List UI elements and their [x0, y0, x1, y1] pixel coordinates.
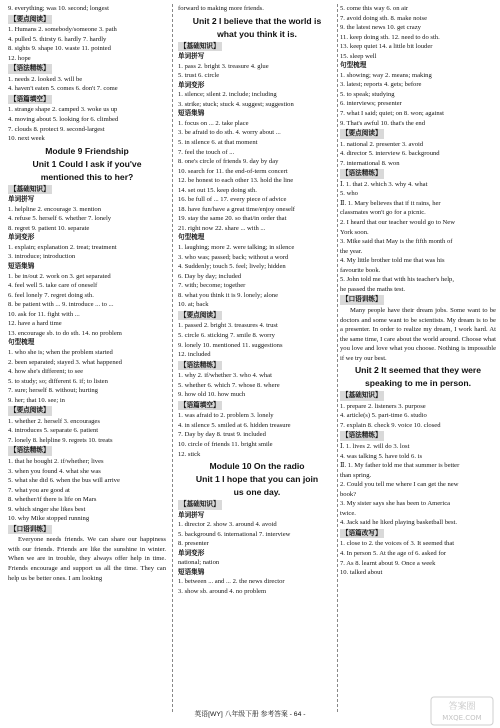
unit-title: Module 10 On the radio — [209, 461, 305, 472]
subsection-heading: 单词变形 — [178, 549, 205, 557]
answer-line: 4. director 5. interview 6. background — [340, 150, 440, 158]
answer-line: 9. That's awful 10. that's the end — [340, 119, 426, 127]
answer-line: 8. sights 9. shape 10. waste 11. pointed — [8, 45, 111, 53]
answer-line: 3. My sister says she has been to America — [340, 500, 451, 508]
answer-line: 16. be full of ... 17. every piece of advice — [178, 196, 287, 204]
section-row — [340, 128, 496, 140]
section-row — [340, 390, 496, 402]
answer-line: Ⅰ. 1. that 2. which 3. why 4. what — [340, 180, 428, 188]
column-right — [340, 4, 496, 578]
section-row — [340, 168, 496, 180]
section-row — [8, 63, 166, 75]
answer-line: 7. what I said; quiet; on 8. won; against — [340, 110, 445, 118]
answer-line: 4. pulled 5. thirsty 6. hardly 7. hardly — [8, 35, 107, 43]
section-row — [178, 499, 336, 511]
answer-line: 7. As 8. learnt about 9. Once a week — [340, 559, 436, 567]
section-row — [8, 445, 166, 457]
answer-line: 8. be patient with ... 9. introduce ... to ... — [8, 301, 114, 309]
subsection-heading: 短语集锦 — [178, 110, 205, 118]
answer-line: 21. right now 22. share ... with ... — [178, 224, 266, 232]
section-row — [178, 360, 336, 372]
answer-line: 7. international 8. won — [340, 159, 400, 167]
section-label: 【要点阅读】 — [342, 130, 382, 138]
subsection-heading: 单词拼写 — [8, 196, 35, 204]
answer-line: forward to making more friends. — [178, 5, 264, 12]
answer-line: 4. how she's different; to see — [8, 368, 84, 376]
column-left — [8, 4, 166, 583]
answer-line: 7. clouds 8. protect 9. second-largest — [8, 125, 105, 133]
answer-line: 6. interviews; presenter — [340, 100, 402, 108]
answer-line: classmates won't go for a picnic. — [340, 209, 426, 217]
answer-line: 6. Day by day; included — [178, 272, 242, 280]
subsection-heading: 句型梳理 — [178, 234, 205, 242]
answer-line: 10. talked about — [340, 569, 383, 577]
answer-line: 1. showing; way 2. means; making — [340, 71, 432, 79]
answer-line: 3. show sb. around 4. no problem — [178, 587, 267, 595]
answer-line: 1. helpline 2. encourage 3. mention — [8, 205, 102, 213]
unit-title: mentioned this to her? — [40, 171, 134, 182]
answer-line: 10. next week — [8, 135, 45, 143]
answer-line: 1. director 2. show 3. around 4. avoid — [178, 521, 277, 529]
answer-line: 1. national 2. presenter 3. avoid — [340, 140, 424, 148]
watermark-logo — [430, 696, 494, 726]
answer-line: Ⅱ. 1. My father told me that summer is better — [340, 462, 460, 470]
subsection-heading: 句型梳理 — [8, 339, 35, 347]
answer-line: 4. article(s) 5. part-time 6. studio — [340, 412, 427, 420]
answer-line: 1. laughing; more 2. were talking; in silence — [178, 244, 295, 252]
subsection-heading: 单词变形 — [8, 234, 35, 242]
subsection-heading: 短语集锦 — [8, 263, 35, 271]
answer-line: 7. sure; herself 8. without; hurting — [8, 387, 98, 395]
answer-line: 1. who she is; when the problem started — [8, 348, 113, 356]
column-divider — [172, 4, 173, 712]
answer-line: 1. whether 2. herself 3. encourages — [8, 417, 100, 425]
answer-line: 4. haven't eaten 5. comes 6. don't 7. come — [8, 85, 118, 93]
answer-line: 2. I heard that our teacher would go to New — [340, 219, 455, 227]
answer-line: 1. strange shape 2. camped 3. woke us up — [8, 106, 118, 114]
section-row — [8, 14, 166, 26]
section-label: 【语篇改写】 — [342, 529, 382, 537]
section-label: 【要点阅读】 — [180, 311, 220, 319]
answer-line: 4. was talking 5. have told 6. is — [340, 452, 423, 460]
answer-line: 3. who was; passed; back; without a word — [178, 253, 289, 261]
answer-line: 3. Mike said that May is the fifth month of — [340, 238, 453, 246]
answer-line: 1. silence; silent 2. include; including — [178, 91, 277, 99]
section-row — [178, 400, 336, 412]
answer-line: 7. Day by day 8. trust 9. included — [178, 431, 266, 439]
unit-title: speaking to me in person. — [364, 378, 471, 389]
answer-line: 1. close to 2. the voices of 3. It seemed that — [340, 540, 455, 548]
svg-text:答案圈: 答案圈 — [448, 702, 476, 712]
unit-title: Module 9 Friendship — [45, 145, 129, 156]
answer-line: 8. one's circle of friends 9. day by day — [178, 158, 279, 166]
answer-line: the year. — [340, 247, 363, 255]
section-label: 【语篇填空】 — [180, 401, 220, 409]
answer-line: 5. trust 6. circle — [178, 72, 220, 80]
answer-line: 8. presenter — [178, 540, 209, 548]
unit-title: Unit 2 It seemed that they were — [354, 365, 482, 376]
answer-line: 6. feel lonely 7. regret doing sth. — [8, 291, 94, 299]
answer-line: 9. everything; was 10. second; longest — [8, 5, 109, 12]
section-label: 【语法精练】 — [10, 447, 50, 455]
section-label: 【语法精练】 — [180, 361, 220, 369]
section-label: 【基础知识】 — [180, 42, 220, 50]
section-label: 【口语训练】 — [342, 296, 382, 304]
answer-line: 9. which singer she likes best — [8, 505, 86, 513]
section-row — [8, 94, 166, 106]
answer-line: 7. with; become; together — [178, 282, 246, 290]
answer-line: 4. in silence 5. smiled at 6. hidden treasure — [178, 421, 291, 429]
answer-line: 4. feel well 5. take care of oneself — [8, 282, 98, 290]
section-label: 【语法精练】 — [342, 432, 382, 440]
answer-line: 3. when you found 4. what she was — [8, 467, 101, 475]
answer-line: 1. that he bought 2. if/whether; lives — [8, 457, 104, 465]
answer-line: 9. lonely 10. mentioned 11. suggestions — [178, 341, 283, 349]
subsection-heading: 句型梳理 — [340, 62, 367, 70]
unit-title: Unit 1 Could I ask if you've — [32, 158, 142, 169]
section-row — [340, 528, 496, 540]
unit-title: us one day. — [233, 487, 281, 498]
answer-line: 2. Could you tell me where I can get the new — [340, 481, 459, 489]
answer-line: he passed the maths test. — [340, 285, 406, 293]
paragraph: Many people have their dream jobs. Some want to be doctors and some want to be scientists. My dream is to be a presenter. In order to realize my dream, I work hard. At the same time, I care about the world around. Choose what you love and love what you choose. Nothing is impossible if we try our best. — [340, 306, 496, 362]
answer-line: 9. how old 10. how much — [178, 391, 246, 399]
answer-line: 5. John told me that with his teacher's help, — [340, 276, 454, 284]
unit-title: Unit 1 I hope that you can join — [195, 474, 319, 485]
answer-line: 10. search for 11. the end-of-term concert — [178, 167, 288, 175]
answer-line: 1. focus on ... 2. take place — [178, 119, 249, 127]
answer-line: 5. circle 6. sticking 7. smile 8. worry — [178, 331, 275, 339]
answer-line: 1. prepare 2. listeners 3. purpose — [340, 402, 426, 410]
column-middle — [178, 4, 336, 597]
answer-line: 4. moving about 5. looking for 6. climbed — [8, 116, 119, 124]
answer-line: 13. encourage sb. to do sth. 14. no problem — [8, 329, 122, 337]
answer-line: 3. latest; reports 4. gets; before — [340, 81, 422, 89]
answer-line: 9. the latest news 10. get crazy — [340, 24, 421, 32]
answer-line: 4. refuse 5. herself 6. whether 7. lonely — [8, 215, 112, 223]
answer-line: 1. was afraid to 2. problem 3. lonely — [178, 412, 274, 420]
answer-line: 1. passed 2. bright 3. treasures 4. trust — [178, 322, 278, 330]
answer-line: twice. — [340, 509, 356, 517]
answer-line: 12. be honest to each other 13. hold the line — [178, 177, 294, 185]
section-label: 【要点阅读】 — [10, 15, 50, 23]
svg-text:MXQE.COM: MXQE.COM — [442, 714, 482, 722]
answer-line: 5. whether 6. which 7. whose 8. where — [178, 381, 280, 389]
answer-line: 12. hope — [8, 54, 31, 62]
answer-line: 18. have fun/have a great time/enjoy oneself — [178, 205, 295, 213]
answer-line: 5. background 6. international 7. interview — [178, 530, 291, 538]
section-label: 【语法精练】 — [342, 170, 382, 178]
section-row — [340, 430, 496, 442]
answer-line: 5. come this way 6. on air — [340, 5, 409, 12]
answer-line: 7. explain 8. check 9. voice 10. closed — [340, 421, 441, 429]
answer-line: 13. keep quiet 14. a little bit louder — [340, 43, 433, 51]
answer-line: national; nation — [178, 559, 220, 567]
answer-line: 12. included — [178, 351, 211, 359]
answer-line: book? — [340, 490, 357, 498]
answer-line: 4. My little brother told me that was his — [340, 257, 445, 265]
answer-line: 2. been separated; stayed 3. what happened — [8, 358, 122, 366]
answer-line: 8. what you think it is 9. lonely; alone — [178, 291, 278, 299]
subsection-heading: 短语集锦 — [178, 568, 205, 576]
answer-line: 5. in silence 6. at that moment — [178, 139, 258, 147]
answer-line: 8. regret 9. patient 10. separate — [8, 224, 90, 232]
answer-line: 7. avoid doing sth. 8. make noise — [340, 14, 427, 22]
section-label: 【口语训练】 — [10, 525, 50, 533]
answer-line: 4. introduces 5. separate 6. patient — [8, 427, 99, 435]
answer-line: 1. explain; explanation 2. treat; treatment — [8, 243, 117, 251]
answer-line: 10. circle of friends 11. bright smile — [178, 440, 273, 448]
answer-line: 1. be in/out 2. work on 3. get separated — [8, 272, 111, 280]
column-divider — [337, 4, 338, 712]
answer-line: 4. In person 5. At the age of 6. asked for — [340, 549, 447, 557]
section-label: 【基础知识】 — [10, 185, 50, 193]
section-label: 【要点阅读】 — [10, 407, 50, 415]
answer-line: 3. strike; stuck; stuck 4. suggest; suggestion — [178, 100, 294, 108]
subsection-heading: 单词变形 — [178, 81, 205, 89]
answer-line: 7. feel the touch of ... — [178, 148, 235, 156]
answer-line: 10. ask for 11. fight with ... — [8, 310, 80, 318]
section-row — [8, 524, 166, 536]
section-row — [8, 184, 166, 196]
answer-line: 14. set out 15. keep doing sth. — [178, 186, 257, 194]
answer-line: 3. be afraid to do sth. 4. worry about ... — [178, 129, 281, 137]
answer-line: 10. at; back — [178, 301, 209, 309]
answer-line: 7. what you are good at — [8, 486, 70, 494]
answer-line: 1. between ... and ... 2. the news director — [178, 578, 285, 586]
answer-line: 1. why 2. if/whether 3. who 4. what — [178, 372, 272, 380]
section-row — [8, 405, 166, 417]
answer-line: 1. pass 2. bright 3. treasure 4. glue — [178, 62, 269, 70]
section-row — [178, 41, 336, 53]
unit-title: what you think it is. — [217, 28, 297, 39]
answer-line: 10. why Mike stopped running — [8, 515, 90, 523]
answer-line: 5. who — [340, 190, 358, 198]
answer-line: than spring. — [340, 471, 372, 479]
section-row — [178, 310, 336, 322]
answer-line: 12. have a hard time — [8, 320, 62, 328]
section-label: 【语篇填空】 — [10, 95, 50, 103]
answer-line: 8. whether/if there is life on Mars — [8, 496, 97, 504]
answer-line: 12. stick — [178, 450, 201, 458]
page-footer: 英语[WY] 八年级下册 参考答案 - 64 - — [194, 711, 306, 718]
answer-line: favourite book. — [340, 266, 381, 274]
subsection-heading: 单词拼写 — [178, 511, 205, 519]
answer-line: York soon. — [340, 228, 369, 236]
section-label: 【语法精练】 — [10, 65, 50, 73]
paragraph: Everyone needs friends. We can share our happiness with our friends. Friends are like the sunshine in winter. When we are in trouble, they always offer help in time. Friends encourage and support us all the time. They can help us be better ones. I am looking — [8, 536, 166, 582]
answer-line: 1. needs 2. looked 3. will be — [8, 75, 83, 83]
answer-line: Ⅰ. 1. lives 2. will do 3. lost — [340, 442, 410, 450]
answer-line: 3. introduce; introduction — [8, 253, 76, 261]
answer-line: 9. her; that 10. see; in — [8, 396, 65, 404]
answer-line: 1. Humans 2. somebody/someone 3. path — [8, 26, 117, 34]
answer-line: 15. sleep well — [340, 52, 377, 60]
section-row — [340, 294, 496, 306]
answer-line: Ⅱ. 1. Mary believes that if it rains, her — [340, 199, 441, 207]
answer-line: 5. to study; so; different 6. if; to listen — [8, 377, 108, 385]
answer-line: 11. keep doing sth. 12. need to do sth. — [340, 33, 440, 41]
answer-line: 4. Suddenly; touch 5. feel; lively; hidden — [178, 263, 286, 271]
answer-line: 5. to speak; studying — [340, 90, 395, 98]
section-label: 【基础知识】 — [342, 392, 382, 400]
answer-line: 4. Jack said he liked playing basketball best. — [340, 519, 458, 527]
answer-line: 7. lonely 8. helpline 9. regrets 10. treats — [8, 436, 113, 444]
section-label: 【基础知识】 — [180, 501, 220, 509]
subsection-heading: 单词拼写 — [178, 53, 205, 61]
answer-line: 5. what she did 6. when the bus will arrive — [8, 477, 120, 485]
answer-line: 19. stay the same 20. so that/in order that — [178, 215, 287, 223]
unit-title: Unit 2 I believe that the world is — [192, 15, 322, 26]
